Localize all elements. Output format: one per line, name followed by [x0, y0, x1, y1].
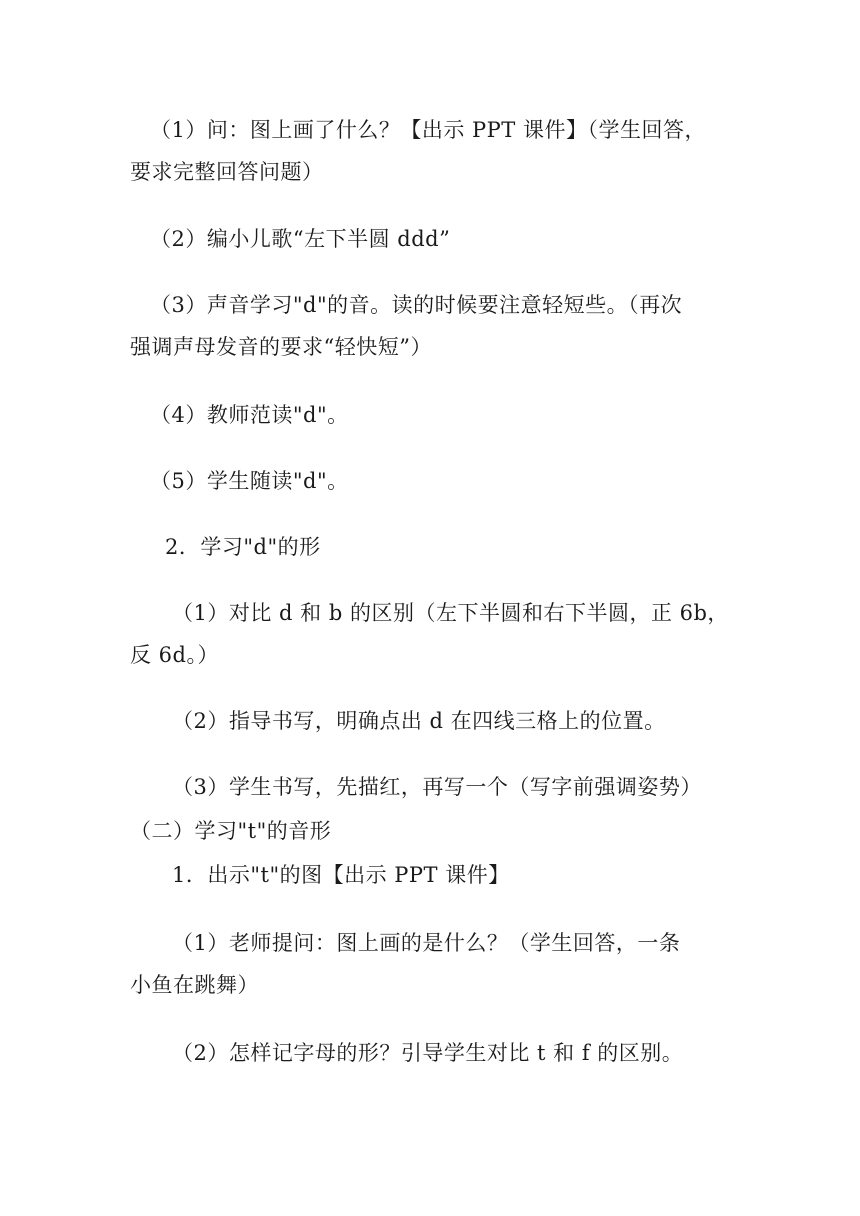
- paragraph-line: 要求完整回答问题）: [130, 160, 324, 184]
- paragraph-line: 强调声母发音的要求“轻快短”）: [130, 335, 432, 359]
- paragraph-line: 反 6d。）: [130, 643, 219, 667]
- paragraph-line: 小鱼在跳舞）: [130, 973, 259, 997]
- paragraph-line: 1．出示"t"的图【出示 PPT 课件】: [172, 863, 510, 887]
- paragraph-line: （1）对比 d 和 b 的区别（左下半圆和右下半圆，正 6b，: [172, 601, 729, 625]
- paragraph-line: （2）怎样记字母的形？引导学生对比 t 和 f 的区别。: [172, 1041, 684, 1065]
- paragraph-line: （1）老师提问：图上画的是什么？（学生回答，一条: [172, 931, 681, 955]
- paragraph-line: （3）声音学习"d"的音。读的时候要注意轻短些。（再次: [150, 293, 683, 317]
- paragraph-line: （5）学生随读"d"。: [150, 469, 349, 493]
- paragraph-line: （4）教师范读"d"。: [150, 403, 349, 427]
- paragraph-line: （3）学生书写，先描红，再写一个（写字前强调姿势）: [172, 775, 702, 799]
- paragraph-line: （2）指导书写，明确点出 d 在四线三格上的位置。: [172, 709, 666, 733]
- paragraph-line: （2）编小儿歌“左下半圆 ddd”: [150, 227, 451, 251]
- paragraph-line: （1）问：图上画了什么？【出示 PPT 课件】（学生回答，: [150, 118, 706, 142]
- section-heading: 2．学习"d"的形: [165, 535, 321, 559]
- section-heading: （二）学习"t"的音形: [130, 819, 332, 843]
